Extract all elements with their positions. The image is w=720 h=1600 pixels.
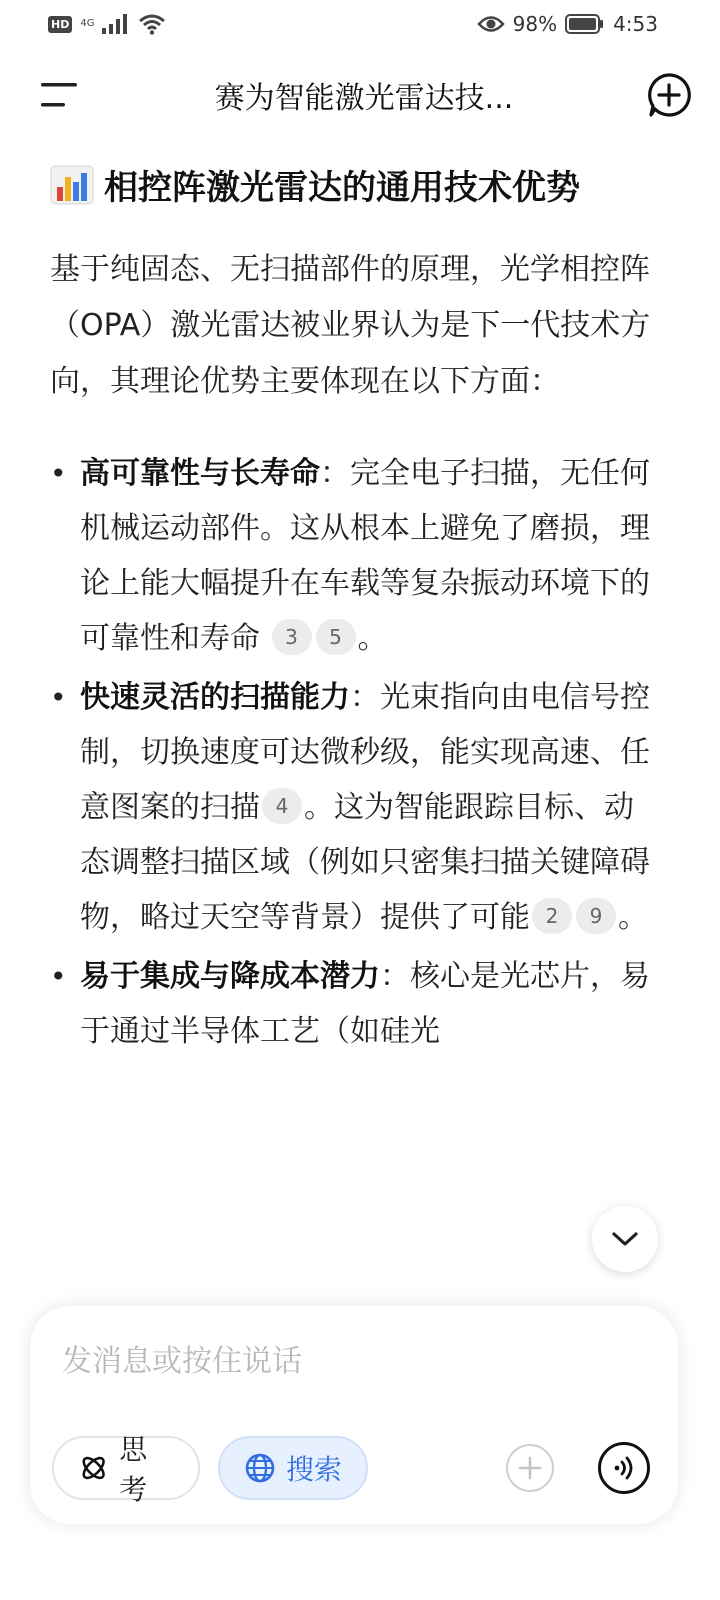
hd-badge: HD — [48, 16, 72, 33]
menu-button[interactable] — [36, 72, 82, 118]
chart-emoji-icon — [50, 165, 94, 205]
page-title: 赛为智能激光雷达技... — [214, 81, 514, 116]
list-item — [50, 949, 654, 1059]
globe-icon — [244, 1452, 276, 1484]
search-button[interactable] — [218, 1436, 368, 1500]
citation-badge[interactable]: 9 — [576, 898, 616, 934]
menu-icon — [39, 81, 79, 109]
bullet-title: 高可靠性与长寿命 — [80, 456, 320, 491]
intro-paragraph: 基于纯固态、无扫描部件的原理，光学相控阵（OPA）激光雷达被业界认为是下一代技术方向，其理论优势主要体现在以下方面： — [50, 252, 651, 399]
bullet-list — [50, 446, 654, 1059]
eye-icon — [477, 14, 505, 34]
citation-badge[interactable]: 4 — [262, 788, 302, 824]
bullet-text: ：光束指向由电信号控制，切换速度可达微秒级，能实现高速、任意图案的扫描 — [80, 680, 650, 825]
status-right — [477, 12, 658, 36]
think-label: 思考 — [119, 1433, 148, 1506]
network-label: 4G — [80, 18, 95, 29]
scroll-down-button[interactable] — [592, 1206, 658, 1272]
citation-badge[interactable]: 5 — [316, 619, 356, 655]
bullet-tail: 。 — [618, 900, 648, 935]
bullet-title: 快速灵活的扫描能力 — [80, 680, 350, 715]
signal-icon — [102, 14, 130, 34]
chevron-down-icon — [611, 1230, 639, 1248]
think-button[interactable] — [52, 1433, 200, 1506]
bullet-text: 。这为智能跟踪目标、动态调整扫描区域（例如只密集扫描关键障碍物，略过天空等背景）提供了可能 — [80, 790, 650, 935]
message-input[interactable] — [62, 1336, 642, 1386]
add-attachment-button[interactable] — [506, 1444, 554, 1492]
list-item — [50, 670, 654, 945]
status-left — [48, 13, 166, 35]
citation-badge[interactable]: 2 — [532, 898, 572, 934]
clock: 4:53 — [613, 12, 658, 36]
bullet-tail: 。 — [357, 621, 388, 656]
plus-icon — [517, 1455, 543, 1481]
voice-button[interactable] — [598, 1442, 650, 1494]
chat-content — [50, 160, 654, 1305]
new-chat-icon — [646, 72, 692, 118]
input-panel — [30, 1306, 678, 1524]
think-icon — [78, 1452, 109, 1484]
search-label: 搜索 — [286, 1453, 343, 1486]
wifi-icon — [138, 13, 166, 35]
bullet-text: ：完全电子扫描，无任何机械运动部件。这从根本上避免了磨损，理论上能大幅提升在车载等复杂振动环境下的可靠性和寿命 — [80, 456, 650, 656]
battery-icon — [565, 13, 605, 35]
header — [0, 60, 720, 130]
voice-icon — [610, 1454, 638, 1482]
citation-badge[interactable]: 3 — [272, 619, 312, 655]
list-item — [50, 446, 654, 666]
status-bar — [0, 0, 720, 48]
bullet-title: 易于集成与降成本潜力 — [80, 959, 380, 994]
section-title-text: 相控阵激光雷达的通用技术优势 — [104, 168, 580, 208]
bullet-text: ：核心是光芯片，易于通过半导体工艺（如硅光 — [80, 959, 650, 1049]
battery-percent: 98% — [512, 12, 558, 36]
new-chat-button[interactable] — [646, 72, 692, 118]
section-title — [50, 160, 654, 216]
